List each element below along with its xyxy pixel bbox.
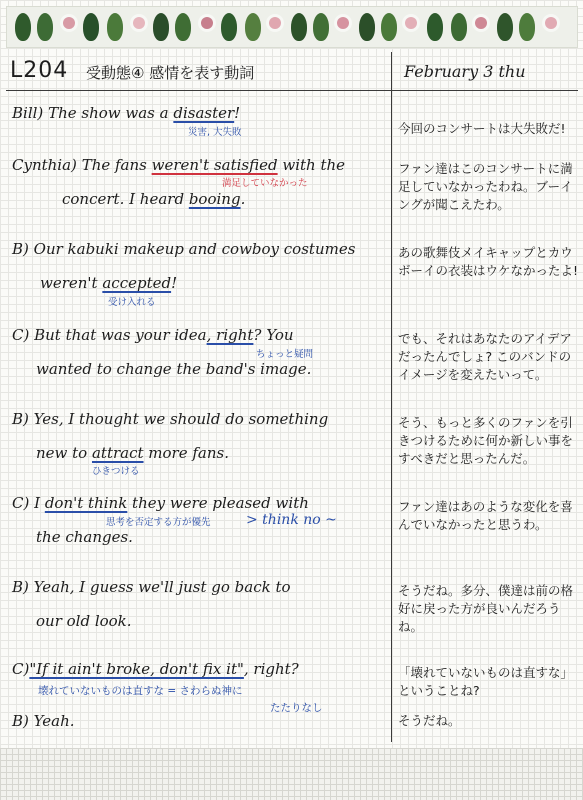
note-think-no: > think no ~ — [246, 512, 337, 528]
dialogue-line-14: C)"If it ain't broke, don't fix it", right? — [12, 660, 299, 678]
dialogue-line-6: C) But that was your idea, right? You — [12, 326, 294, 344]
botanical-washi-tape — [6, 6, 578, 48]
translation-7: そうだね。多分、僕達は前の格好に戻った方が良いんだろうね。 — [398, 583, 574, 634]
dialogue-line-4: B) Our kabuki makeup and cowboy costumes — [12, 240, 356, 258]
translation-4: でも、それはあなたのアイデアだったんでしょ? このバンドのイメージを変えたいって。 — [398, 331, 572, 382]
translation-9: そうだね。 — [398, 713, 461, 728]
note-proverb: 壊れていないものは直すな = さわらぬ神に — [38, 685, 243, 697]
translation-2: ファン達はこのコンサートに満足していなかったわね。ブーイングが聞こえたわ。 — [398, 161, 573, 212]
dialogue-line-1: Bill) The show was a disaster! — [12, 104, 241, 122]
column-divider — [391, 52, 392, 742]
lesson-number: L204 — [10, 58, 69, 83]
mesh-page-edge — [0, 748, 583, 800]
note-satisfied: 満足していなかった — [222, 178, 308, 189]
translation-3: あの歌舞伎メイキャップとカウボーイの衣装はウケなかったよ! — [398, 245, 579, 278]
note-right: ちょっと疑問 — [256, 349, 314, 360]
note-accepted: 受け入れる — [108, 297, 156, 308]
note-dont-think: 思考を否定する方が優先 — [106, 517, 211, 528]
note-attract: ひきつける — [92, 466, 140, 477]
dialogue-line-13: our old look. — [36, 612, 132, 630]
note-disaster: 災害, 大失敗 — [188, 127, 242, 138]
dialogue-line-8: B) Yes, I thought we should do something — [12, 410, 329, 428]
dialogue-line-3: concert. I heard booing. — [62, 190, 246, 208]
translation-1: 今回のコンサートは大失敗だ! — [398, 121, 566, 136]
note-proverb-2: たたりなし — [270, 702, 323, 714]
translation-6: ファン達はあのような変化を喜んでいなかったと思うわ。 — [398, 499, 573, 532]
dialogue-line-15: B) Yeah. — [12, 712, 75, 730]
dialogue-line-9: new to attract more fans. — [36, 444, 229, 462]
lesson-topic: 受動態④ 感情を表す動詞 — [86, 64, 255, 82]
dialogue-line-5: weren't accepted! — [40, 274, 178, 292]
dialogue-line-10: C) I don't think they were pleased with — [12, 494, 309, 512]
dialogue-line-7: wanted to change the band's image. — [36, 360, 312, 378]
dialogue-line-12: B) Yeah, I guess we'll just go back to — [12, 578, 291, 596]
translation-8: 「壊れていないものは直すな」ということね? — [398, 665, 574, 698]
page-date: February 3 thu — [404, 62, 526, 81]
header-rule — [6, 90, 578, 91]
dialogue-line-11: the changes. — [36, 528, 133, 546]
translation-5: そう、もっと多くのファンを引きつけるために何か新しい事をすべきだと思ったんだ。 — [398, 415, 574, 466]
dialogue-line-2: Cynthia) The fans weren't satisfied with the — [12, 156, 346, 174]
